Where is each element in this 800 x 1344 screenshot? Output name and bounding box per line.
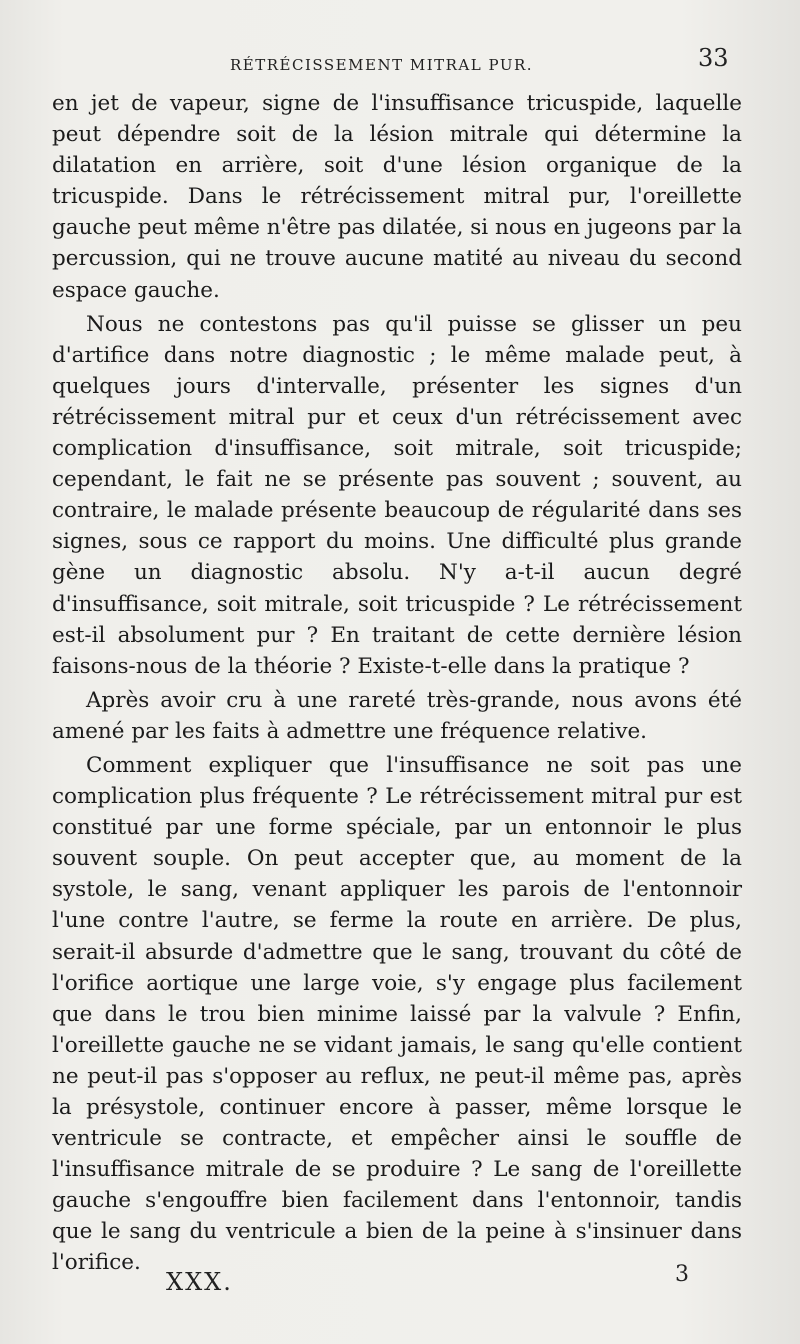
printer-signature-number: 3 <box>675 1262 689 1287</box>
paragraph-diagnostic-artifice: Nous ne contestons pas qu'il puisse se glisser un peu d'artifice dans notre diagnostic ; le même malade peut, à quelques jours d'intervalle, présenter les signes d'un rétrécissement mitral pur et ceux d'un rétrécissement avec complication d'insuffisance, soit mitrale, soit tricuspide; cependant, le fait ne se présente pas souvent ; souvent, au contraire, le malade présente beaucoup de régularité dans ses signes, sous ce rapport du moins. Une difficulté plus grande gène un diagnostic absolu. N'y a-t-il aucun degré d'insuffisance, soit mitrale, soit tricuspide ? Le rétrécissement est-il absolument pur ? En traitant de cette dernière lésion faisons-nous de la théorie ? Existe-t-elle dans la pratique ? <box>52 311 742 679</box>
printer-signature-mark: XXX. <box>166 1268 233 1296</box>
paragraph-continuation: en jet de vapeur, signe de l'insuffisance tricuspide, laquelle peut dépendre soit de la lésion mitrale qui détermine la dilatation en arrière, soit d'une lésion organique de la tricuspide. Dans le rétrécissement mitral pur, l'oreillette gauche peut même n'être pas dilatée, si nous en jugeons par la percussion, qui ne trouve aucune matité au niveau du second espace gauche. <box>52 91 742 303</box>
paragraph-explanation: Comment expliquer que l'insuffisance ne soit pas une complication plus fréquente ? Le rétrécissement mitral pur est constitué par une forme spéciale, par un entonnoir le plus souvent souple. On peut accepter que, au moment de la systole, le sang, venant appliquer les parois de l'entonnoir l'une contre l'autre, se ferme la route en arrière. De plus, serait-il absurde d'admettre que le sang, trouvant du côté de l'orifice aortique une large voie, s'y engage plus facilement que dans le trou bien minime laissé par la valvule ? Enfin, l'oreillette gauche ne se vidant jamais, le sang qu'elle contient ne peut-il pas s'opposer au reflux, ne peut-il même pas, après la présystole, continuer encore à passer, même lorsque le ventricule se contracte, et empêcher ainsi le souffle de l'insuffisance mitrale de se produire ? Le sang de l'oreillette gauche s'engouffre bien facilement dans l'entonnoir, tandis que le sang du ventricule a bien de la peine à s'insinuer dans l'orifice. <box>52 752 742 1276</box>
running-title: RÉTRÉCISSEMENT MITRAL PUR. <box>230 56 534 74</box>
body-text <box>52 88 742 1279</box>
page-number: 33 <box>698 44 729 72</box>
paragraph-relative-frequency: Après avoir cru à une rareté très-grande, nous avons été amené par les faits à admettre une fréquence relative. <box>52 687 742 744</box>
